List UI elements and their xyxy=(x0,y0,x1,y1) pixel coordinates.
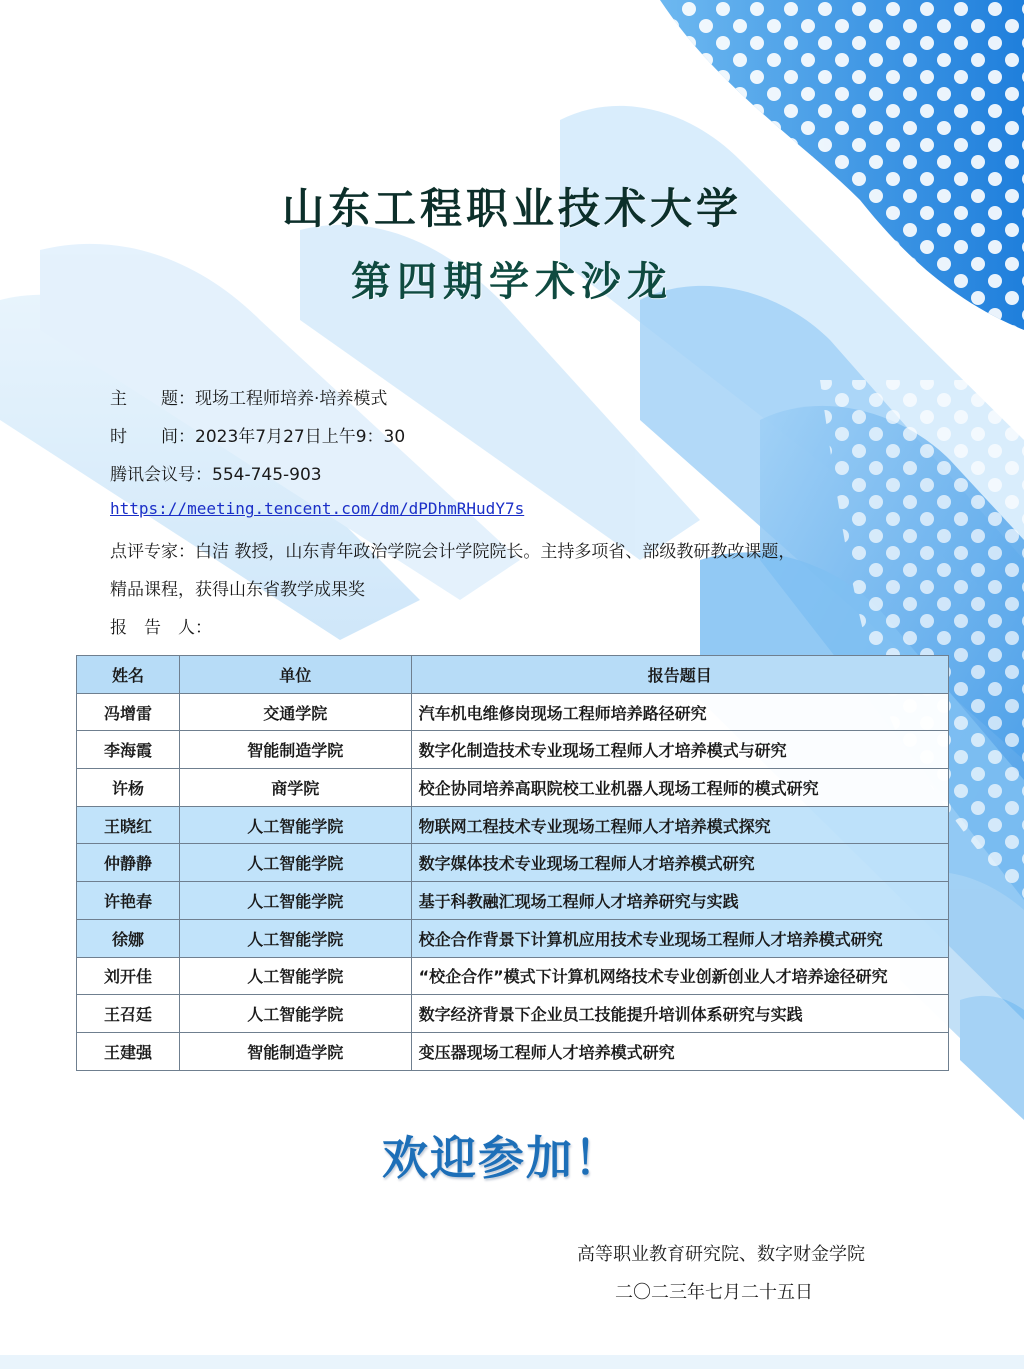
cell-name: 刘开佳 xyxy=(77,957,180,995)
cell-unit: 智能制造学院 xyxy=(179,1032,411,1070)
cell-name: 徐娜 xyxy=(77,919,180,957)
meeting-link-line xyxy=(110,499,524,519)
reviewer-text-1: 白洁 教授，山东青年政治学院会计学院院长。主持多项省、部级教研教改课题， xyxy=(195,542,796,562)
topic-line xyxy=(110,384,387,409)
table-row xyxy=(77,693,949,731)
cell-topic: 校企协同培养高职院校工业机器人现场工程师的模式研究 xyxy=(411,769,948,807)
table-row xyxy=(77,995,949,1033)
cell-name: 王建强 xyxy=(77,1032,180,1070)
cell-topic: 变压器现场工程师人才培养模式研究 xyxy=(411,1032,948,1070)
cell-unit: 人工智能学院 xyxy=(179,806,411,844)
cell-topic: 校企合作背景下计算机应用技术专业现场工程师人才培养模式研究 xyxy=(411,919,948,957)
reviewer-text-2: 精品课程，获得山东省教学成果奖 xyxy=(110,580,365,600)
table-row xyxy=(77,769,949,807)
header-topic: 报告题目 xyxy=(411,656,948,694)
reports-table xyxy=(76,655,949,1071)
cell-unit: 商学院 xyxy=(179,769,411,807)
reporter-label: 报 告 人： xyxy=(110,618,212,638)
cell-topic: “校企合作”模式下计算机网络技术专业创新创业人才培养途径研究 xyxy=(411,957,948,995)
cell-unit: 人工智能学院 xyxy=(179,957,411,995)
meeting-line xyxy=(110,460,322,485)
cell-name: 王晓红 xyxy=(77,806,180,844)
topic-value: 现场工程师培养·培养模式 xyxy=(195,389,388,409)
cell-unit: 人工智能学院 xyxy=(179,882,411,920)
cell-topic: 物联网工程技术专业现场工程师人才培养模式探究 xyxy=(411,806,948,844)
organizer-text: 高等职业教育研究院、数字财金学院 xyxy=(577,1244,865,1265)
cell-name: 冯增雷 xyxy=(77,693,180,731)
table-row xyxy=(77,844,949,882)
cell-topic: 数字媒体技术专业现场工程师人才培养模式研究 xyxy=(411,844,948,882)
welcome-text: 欢迎参加！ xyxy=(382,1131,622,1185)
page-subtitle: 第四期学术沙龙 xyxy=(351,258,673,305)
time-label: 时 间： xyxy=(110,427,195,447)
cell-name: 王召廷 xyxy=(77,995,180,1033)
reviewer-line-2 xyxy=(110,575,365,600)
cell-unit: 人工智能学院 xyxy=(179,995,411,1033)
cell-topic: 数字经济背景下企业员工技能提升培训体系研究与实践 xyxy=(411,995,948,1033)
cell-unit: 人工智能学院 xyxy=(179,844,411,882)
table-row xyxy=(77,882,949,920)
header-unit: 单位 xyxy=(179,656,411,694)
cell-name: 仲静静 xyxy=(77,844,180,882)
cell-topic: 数字化制造技术专业现场工程师人才培养模式与研究 xyxy=(411,731,948,769)
meeting-id: 554-745-903 xyxy=(212,465,322,485)
cell-name: 李海霞 xyxy=(77,731,180,769)
cell-topic: 基于科教融汇现场工程师人才培养研究与实践 xyxy=(411,882,948,920)
table-row xyxy=(77,919,949,957)
table-header-row xyxy=(77,656,949,694)
meeting-label: 腾讯会议号： xyxy=(110,465,212,485)
cell-name: 许艳春 xyxy=(77,882,180,920)
cell-topic: 汽车机电维修岗现场工程师培养路径研究 xyxy=(411,693,948,731)
table-row xyxy=(77,1032,949,1070)
cell-unit: 人工智能学院 xyxy=(179,919,411,957)
cell-name: 许杨 xyxy=(77,769,180,807)
table-row xyxy=(77,806,949,844)
cell-unit: 交通学院 xyxy=(179,693,411,731)
reviewer-label: 点评专家： xyxy=(110,542,195,562)
time-value: 2023年7月27日上午9：30 xyxy=(195,427,406,447)
table-row xyxy=(77,731,949,769)
reporter-line xyxy=(110,613,212,638)
header-name: 姓名 xyxy=(77,656,180,694)
meeting-link[interactable]: https://meeting.tencent.com/dm/dPDhmRHudY7s xyxy=(110,499,525,518)
reviewer-line-1 xyxy=(110,537,795,562)
page-title: 山东工程职业技术大学 xyxy=(281,184,742,233)
date-text: 二〇二三年七月二十五日 xyxy=(615,1282,813,1303)
time-line xyxy=(110,422,405,447)
cell-unit: 智能制造学院 xyxy=(179,731,411,769)
table-row xyxy=(77,957,949,995)
topic-label: 主 题： xyxy=(110,389,195,409)
